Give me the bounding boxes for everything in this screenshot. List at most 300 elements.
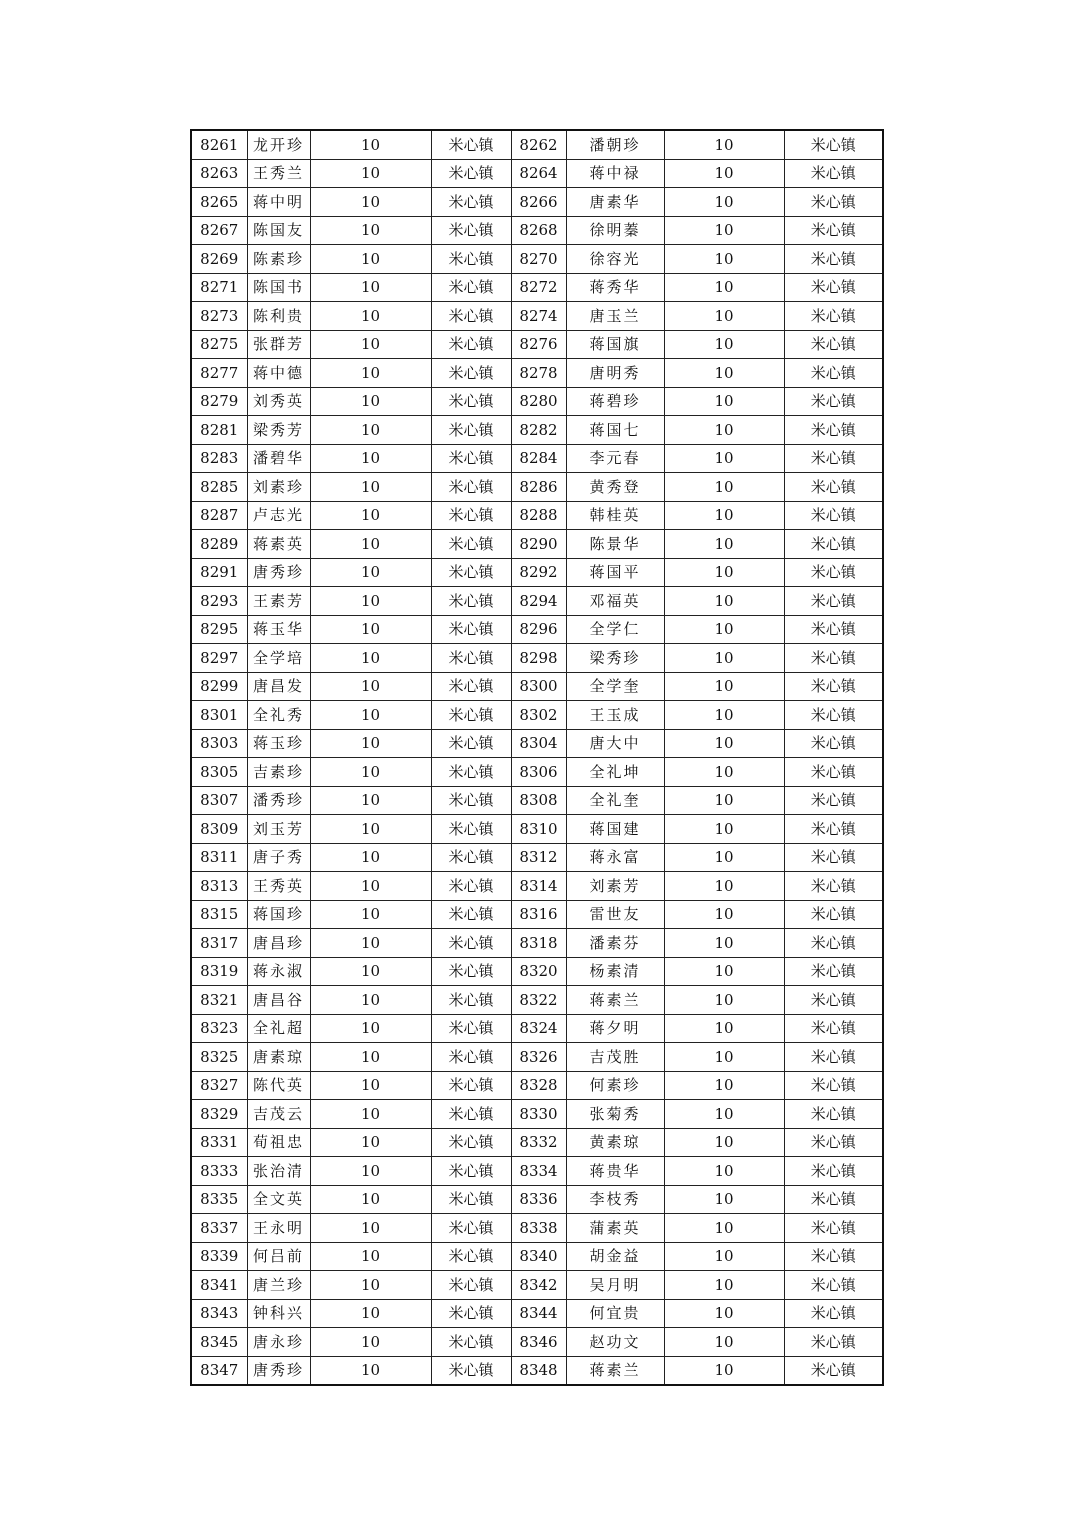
table-row (191, 558, 883, 587)
entry-number-cell: 8313 (191, 872, 247, 901)
name-cell: 蒋秀华 (566, 273, 664, 302)
town-cell: 米心镇 (784, 216, 883, 245)
entry-number-cell: 8342 (511, 1271, 566, 1300)
town-cell: 米心镇 (784, 1214, 883, 1243)
town-cell: 米心镇 (784, 1014, 883, 1043)
entry-number-cell: 8304 (511, 729, 566, 758)
town-cell: 米心镇 (784, 501, 883, 530)
name-cell: 全礼超 (247, 1014, 310, 1043)
amount-cell: 10 (310, 387, 431, 416)
town-cell: 米心镇 (784, 872, 883, 901)
name-cell: 全礼奎 (566, 786, 664, 815)
entry-number-cell: 8299 (191, 672, 247, 701)
amount-cell: 10 (664, 644, 784, 673)
name-cell: 全文英 (247, 1185, 310, 1214)
amount-cell: 10 (310, 1014, 431, 1043)
entry-number-cell: 8303 (191, 729, 247, 758)
entry-number-cell: 8298 (511, 644, 566, 673)
table-row (191, 302, 883, 331)
town-cell: 米心镇 (784, 900, 883, 929)
name-cell: 张群芳 (247, 330, 310, 359)
table-row (191, 1043, 883, 1072)
amount-cell: 10 (310, 1071, 431, 1100)
amount-cell: 10 (310, 957, 431, 986)
entry-number-cell: 8277 (191, 359, 247, 388)
table-row (191, 786, 883, 815)
town-cell: 米心镇 (431, 1014, 511, 1043)
name-cell: 蒋素英 (247, 530, 310, 559)
amount-cell: 10 (664, 729, 784, 758)
town-cell: 米心镇 (784, 729, 883, 758)
town-cell: 米心镇 (431, 1185, 511, 1214)
entry-number-cell: 8344 (511, 1299, 566, 1328)
town-cell: 米心镇 (784, 672, 883, 701)
amount-cell: 10 (664, 1014, 784, 1043)
town-cell: 米心镇 (784, 1299, 883, 1328)
amount-cell: 10 (664, 444, 784, 473)
entry-number-cell: 8293 (191, 587, 247, 616)
entry-number-cell: 8287 (191, 501, 247, 530)
entry-number-cell: 8266 (511, 188, 566, 217)
town-cell: 米心镇 (784, 473, 883, 502)
amount-cell: 10 (310, 501, 431, 530)
amount-cell: 10 (310, 1299, 431, 1328)
entry-number-cell: 8339 (191, 1242, 247, 1271)
town-cell: 米心镇 (784, 245, 883, 274)
entry-number-cell: 8273 (191, 302, 247, 331)
entry-number-cell: 8309 (191, 815, 247, 844)
town-cell: 米心镇 (784, 1328, 883, 1357)
town-cell: 米心镇 (784, 843, 883, 872)
table-row (191, 1271, 883, 1300)
table-row (191, 1128, 883, 1157)
name-cell: 蒋国珍 (247, 900, 310, 929)
entry-number-cell: 8331 (191, 1128, 247, 1157)
entry-number-cell: 8281 (191, 416, 247, 445)
amount-cell: 10 (310, 729, 431, 758)
name-cell: 陈国友 (247, 216, 310, 245)
table-row (191, 1157, 883, 1186)
amount-cell: 10 (664, 302, 784, 331)
name-cell: 何素珍 (566, 1071, 664, 1100)
town-cell: 米心镇 (431, 245, 511, 274)
town-cell: 米心镇 (431, 786, 511, 815)
entry-number-cell: 8300 (511, 672, 566, 701)
town-cell: 米心镇 (431, 558, 511, 587)
entry-number-cell: 8267 (191, 216, 247, 245)
amount-cell: 10 (310, 216, 431, 245)
entry-number-cell: 8321 (191, 986, 247, 1015)
table-row (191, 615, 883, 644)
name-cell: 蒋素兰 (566, 1356, 664, 1385)
town-cell: 米心镇 (431, 473, 511, 502)
amount-cell: 10 (310, 1356, 431, 1385)
town-cell: 米心镇 (784, 188, 883, 217)
amount-cell: 10 (664, 872, 784, 901)
town-cell: 米心镇 (431, 1328, 511, 1357)
entry-number-cell: 8282 (511, 416, 566, 445)
amount-cell: 10 (664, 1157, 784, 1186)
amount-cell: 10 (310, 273, 431, 302)
amount-cell: 10 (310, 843, 431, 872)
name-cell: 蒋永淑 (247, 957, 310, 986)
name-cell: 梁秀珍 (566, 644, 664, 673)
entry-number-cell: 8332 (511, 1128, 566, 1157)
town-cell: 米心镇 (431, 615, 511, 644)
amount-cell: 10 (664, 786, 784, 815)
entry-number-cell: 8324 (511, 1014, 566, 1043)
amount-cell: 10 (664, 473, 784, 502)
entry-number-cell: 8291 (191, 558, 247, 587)
entry-number-cell: 8334 (511, 1157, 566, 1186)
amount-cell: 10 (664, 929, 784, 958)
entry-number-cell: 8327 (191, 1071, 247, 1100)
amount-cell: 10 (310, 1271, 431, 1300)
town-cell: 米心镇 (784, 1071, 883, 1100)
entry-number-cell: 8315 (191, 900, 247, 929)
table-row (191, 701, 883, 730)
amount-cell: 10 (664, 758, 784, 787)
name-cell: 陈素珍 (247, 245, 310, 274)
amount-cell: 10 (664, 957, 784, 986)
table-row (191, 1242, 883, 1271)
amount-cell: 10 (664, 359, 784, 388)
town-cell: 米心镇 (784, 130, 883, 159)
name-cell: 蒋夕明 (566, 1014, 664, 1043)
name-cell: 唐永珍 (247, 1328, 310, 1357)
entry-number-cell: 8295 (191, 615, 247, 644)
entry-number-cell: 8310 (511, 815, 566, 844)
town-cell: 米心镇 (431, 986, 511, 1015)
entry-number-cell: 8336 (511, 1185, 566, 1214)
entry-number-cell: 8308 (511, 786, 566, 815)
entry-number-cell: 8284 (511, 444, 566, 473)
amount-cell: 10 (310, 159, 431, 188)
amount-cell: 10 (664, 1356, 784, 1385)
table-row (191, 416, 883, 445)
table-row (191, 444, 883, 473)
entry-number-cell: 8268 (511, 216, 566, 245)
entry-number-cell: 8302 (511, 701, 566, 730)
town-cell: 米心镇 (784, 1128, 883, 1157)
town-cell: 米心镇 (431, 188, 511, 217)
name-cell: 吉素珍 (247, 758, 310, 787)
name-cell: 刘素芳 (566, 872, 664, 901)
amount-cell: 10 (664, 1071, 784, 1100)
amount-cell: 10 (664, 843, 784, 872)
amount-cell: 10 (310, 1214, 431, 1243)
name-cell: 蒋国建 (566, 815, 664, 844)
table-row (191, 957, 883, 986)
town-cell: 米心镇 (784, 1043, 883, 1072)
name-cell: 杨素清 (566, 957, 664, 986)
entry-number-cell: 8320 (511, 957, 566, 986)
amount-cell: 10 (310, 986, 431, 1015)
town-cell: 米心镇 (431, 900, 511, 929)
entry-number-cell: 8274 (511, 302, 566, 331)
town-cell: 米心镇 (431, 729, 511, 758)
entry-number-cell: 8297 (191, 644, 247, 673)
town-cell: 米心镇 (784, 1356, 883, 1385)
name-cell: 唐昌谷 (247, 986, 310, 1015)
name-cell: 吴月明 (566, 1271, 664, 1300)
entry-number-cell: 8341 (191, 1271, 247, 1300)
town-cell: 米心镇 (431, 872, 511, 901)
town-cell: 米心镇 (431, 416, 511, 445)
amount-cell: 10 (664, 1100, 784, 1129)
table-row (191, 843, 883, 872)
amount-cell: 10 (310, 359, 431, 388)
name-cell: 唐秀珍 (247, 558, 310, 587)
town-cell: 米心镇 (431, 1157, 511, 1186)
amount-cell: 10 (664, 188, 784, 217)
town-cell: 米心镇 (431, 815, 511, 844)
table-row (191, 530, 883, 559)
name-cell: 蒋中禄 (566, 159, 664, 188)
name-cell: 蒋玉珍 (247, 729, 310, 758)
entry-number-cell: 8319 (191, 957, 247, 986)
entry-number-cell: 8328 (511, 1071, 566, 1100)
amount-cell: 10 (310, 615, 431, 644)
amount-cell: 10 (664, 1185, 784, 1214)
name-cell: 王素芳 (247, 587, 310, 616)
amount-cell: 10 (664, 159, 784, 188)
amount-cell: 10 (310, 1100, 431, 1129)
entry-number-cell: 8275 (191, 330, 247, 359)
amount-cell: 10 (310, 558, 431, 587)
name-cell: 韩桂英 (566, 501, 664, 530)
table-row (191, 729, 883, 758)
name-cell: 蒋永富 (566, 843, 664, 872)
name-cell: 唐素琼 (247, 1043, 310, 1072)
town-cell: 米心镇 (784, 302, 883, 331)
name-cell: 蒋中明 (247, 188, 310, 217)
town-cell: 米心镇 (431, 957, 511, 986)
amount-cell: 10 (664, 1271, 784, 1300)
town-cell: 米心镇 (784, 159, 883, 188)
table-row (191, 815, 883, 844)
town-cell: 米心镇 (431, 1271, 511, 1300)
amount-cell: 10 (310, 130, 431, 159)
table-row (191, 188, 883, 217)
table-row (191, 1185, 883, 1214)
name-cell: 唐昌珍 (247, 929, 310, 958)
entry-number-cell: 8263 (191, 159, 247, 188)
town-cell: 米心镇 (784, 359, 883, 388)
name-cell: 刘玉芳 (247, 815, 310, 844)
table-row (191, 387, 883, 416)
amount-cell: 10 (664, 815, 784, 844)
name-cell: 潘素芬 (566, 929, 664, 958)
amount-cell: 10 (310, 672, 431, 701)
amount-cell: 10 (664, 701, 784, 730)
table-row (191, 330, 883, 359)
table-row (191, 644, 883, 673)
amount-cell: 10 (664, 1128, 784, 1157)
town-cell: 米心镇 (784, 530, 883, 559)
amount-cell: 10 (310, 929, 431, 958)
name-cell: 蒲素英 (566, 1214, 664, 1243)
table-row (191, 758, 883, 787)
amount-cell: 10 (310, 444, 431, 473)
entry-number-cell: 8323 (191, 1014, 247, 1043)
amount-cell: 10 (664, 1328, 784, 1357)
name-cell: 蒋贵华 (566, 1157, 664, 1186)
town-cell: 米心镇 (431, 302, 511, 331)
amount-cell: 10 (310, 1128, 431, 1157)
town-cell: 米心镇 (431, 1043, 511, 1072)
town-cell: 米心镇 (784, 1157, 883, 1186)
entry-number-cell: 8278 (511, 359, 566, 388)
name-cell: 刘秀英 (247, 387, 310, 416)
entry-number-cell: 8348 (511, 1356, 566, 1385)
amount-cell: 10 (310, 1328, 431, 1357)
entry-number-cell: 8329 (191, 1100, 247, 1129)
entry-number-cell: 8322 (511, 986, 566, 1015)
town-cell: 米心镇 (431, 587, 511, 616)
amount-cell: 10 (310, 758, 431, 787)
town-cell: 米心镇 (784, 330, 883, 359)
name-cell: 胡金益 (566, 1242, 664, 1271)
entry-number-cell: 8333 (191, 1157, 247, 1186)
entry-number-cell: 8337 (191, 1214, 247, 1243)
entry-number-cell: 8318 (511, 929, 566, 958)
entry-number-cell: 8345 (191, 1328, 247, 1357)
table-body (191, 130, 883, 1385)
town-cell: 米心镇 (431, 701, 511, 730)
amount-cell: 10 (664, 216, 784, 245)
town-cell: 米心镇 (431, 1071, 511, 1100)
amount-cell: 10 (664, 273, 784, 302)
amount-cell: 10 (310, 473, 431, 502)
name-cell: 唐明秀 (566, 359, 664, 388)
amount-cell: 10 (310, 330, 431, 359)
table-row (191, 159, 883, 188)
amount-cell: 10 (664, 416, 784, 445)
entry-number-cell: 8272 (511, 273, 566, 302)
town-cell: 米心镇 (784, 701, 883, 730)
town-cell: 米心镇 (784, 615, 883, 644)
table-row (191, 900, 883, 929)
entry-number-cell: 8338 (511, 1214, 566, 1243)
name-cell: 潘碧华 (247, 444, 310, 473)
entry-number-cell: 8261 (191, 130, 247, 159)
table-row (191, 872, 883, 901)
table-row (191, 1071, 883, 1100)
name-cell: 黄素琼 (566, 1128, 664, 1157)
town-cell: 米心镇 (431, 644, 511, 673)
name-cell: 王秀英 (247, 872, 310, 901)
entry-number-cell: 8316 (511, 900, 566, 929)
town-cell: 米心镇 (784, 644, 883, 673)
entry-number-cell: 8335 (191, 1185, 247, 1214)
town-cell: 米心镇 (431, 273, 511, 302)
town-cell: 米心镇 (784, 786, 883, 815)
name-cell: 刘素珍 (247, 473, 310, 502)
entry-number-cell: 8296 (511, 615, 566, 644)
town-cell: 米心镇 (431, 929, 511, 958)
table-row (191, 1299, 883, 1328)
town-cell: 米心镇 (784, 273, 883, 302)
entry-number-cell: 8262 (511, 130, 566, 159)
town-cell: 米心镇 (784, 815, 883, 844)
entry-number-cell: 8305 (191, 758, 247, 787)
entry-number-cell: 8312 (511, 843, 566, 872)
town-cell: 米心镇 (431, 216, 511, 245)
amount-cell: 10 (310, 644, 431, 673)
amount-cell: 10 (310, 1043, 431, 1072)
entry-number-cell: 8330 (511, 1100, 566, 1129)
entry-number-cell: 8285 (191, 473, 247, 502)
town-cell: 米心镇 (784, 986, 883, 1015)
name-cell: 蒋国七 (566, 416, 664, 445)
amount-cell: 10 (664, 245, 784, 274)
town-cell: 米心镇 (431, 1128, 511, 1157)
entry-number-cell: 8317 (191, 929, 247, 958)
town-cell: 米心镇 (431, 1214, 511, 1243)
town-cell: 米心镇 (784, 444, 883, 473)
town-cell: 米心镇 (784, 558, 883, 587)
amount-cell: 10 (310, 530, 431, 559)
name-cell: 陈国书 (247, 273, 310, 302)
table-row (191, 1014, 883, 1043)
entry-number-cell: 8289 (191, 530, 247, 559)
entry-number-cell: 8270 (511, 245, 566, 274)
entry-number-cell: 8343 (191, 1299, 247, 1328)
town-cell: 米心镇 (784, 416, 883, 445)
name-cell: 蒋国平 (566, 558, 664, 587)
entry-number-cell: 8279 (191, 387, 247, 416)
table-row (191, 1328, 883, 1357)
name-cell: 徐容光 (566, 245, 664, 274)
name-cell: 王玉成 (566, 701, 664, 730)
amount-cell: 10 (310, 872, 431, 901)
name-cell: 吉茂胜 (566, 1043, 664, 1072)
entry-number-cell: 8283 (191, 444, 247, 473)
amount-cell: 10 (664, 900, 784, 929)
town-cell: 米心镇 (431, 1356, 511, 1385)
amount-cell: 10 (310, 587, 431, 616)
amount-cell: 10 (664, 1214, 784, 1243)
entry-number-cell: 8290 (511, 530, 566, 559)
name-cell: 唐素华 (566, 188, 664, 217)
name-cell: 全学培 (247, 644, 310, 673)
amount-cell: 10 (310, 416, 431, 445)
name-cell: 全礼秀 (247, 701, 310, 730)
town-cell: 米心镇 (431, 387, 511, 416)
amount-cell: 10 (664, 130, 784, 159)
name-cell: 唐大中 (566, 729, 664, 758)
name-cell: 陈景华 (566, 530, 664, 559)
town-cell: 米心镇 (784, 587, 883, 616)
entry-number-cell: 8325 (191, 1043, 247, 1072)
name-cell: 潘秀珍 (247, 786, 310, 815)
entry-number-cell: 8306 (511, 758, 566, 787)
name-cell: 张治清 (247, 1157, 310, 1186)
table-row (191, 986, 883, 1015)
amount-cell: 10 (310, 1185, 431, 1214)
town-cell: 米心镇 (784, 387, 883, 416)
table-row (191, 1214, 883, 1243)
town-cell: 米心镇 (431, 359, 511, 388)
name-cell: 张菊秀 (566, 1100, 664, 1129)
amount-cell: 10 (310, 815, 431, 844)
name-cell: 陈利贵 (247, 302, 310, 331)
entry-number-cell: 8314 (511, 872, 566, 901)
town-cell: 米心镇 (784, 957, 883, 986)
town-cell: 米心镇 (431, 1100, 511, 1129)
name-cell: 李元春 (566, 444, 664, 473)
